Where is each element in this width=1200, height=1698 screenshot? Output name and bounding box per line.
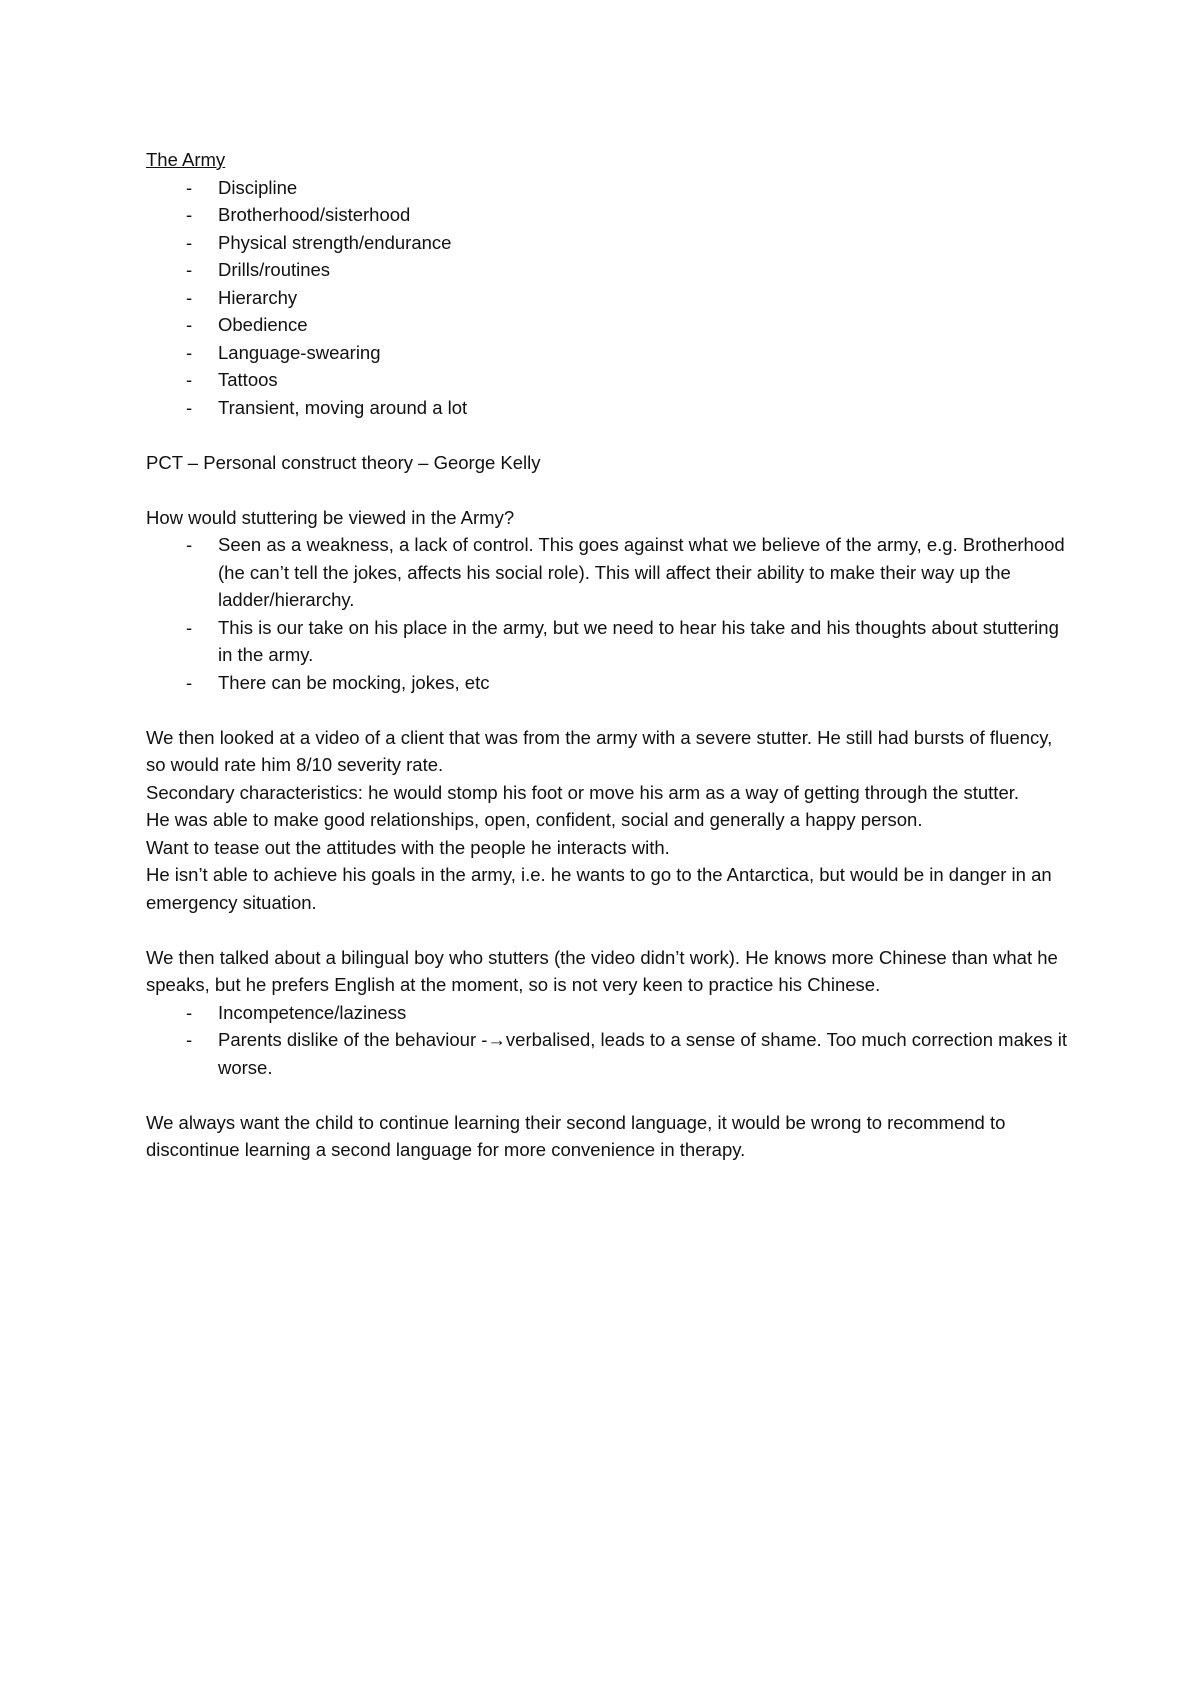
list-item: - Hierarchy (146, 284, 1076, 312)
list-item: - There can be mocking, jokes, etc (146, 669, 1076, 697)
list-item: - Language-swearing (146, 339, 1076, 367)
bilingual-list (146, 999, 1076, 1082)
list-item: - Seen as a weakness, a lack of control. This goes against what we believe of the army, e.g. Brotherhood (he can’t tell the jokes, affects his social role). This will affect their ability to make their way up the ladder/hierarchy. (146, 531, 1076, 614)
spacer (146, 696, 1076, 724)
pct-line: PCT – Personal construct theory – George Kelly (146, 451, 541, 473)
list-item: - Tattoos (146, 366, 1076, 394)
list-item: - Drills/routines (146, 256, 1076, 284)
spacer (146, 476, 1076, 504)
document-page (146, 146, 1076, 1164)
list-item: - Physical strength/endurance (146, 229, 1076, 257)
video-line: Secondary characteristics: he would stomp his foot or move his arm as a way of getting through the stutter. (146, 781, 1020, 803)
list-item: - This is our take on his place in the army, but we need to hear his take and his thoughts about stuttering in the army. (146, 614, 1076, 669)
spacer (146, 916, 1076, 944)
list-item: - Brotherhood/sisterhood (146, 201, 1076, 229)
list-item: - Discipline (146, 174, 1076, 202)
list-item: - Parents dislike of the behaviour -→verbalised, leads to a sense of shame. Too much correction makes it worse. (146, 1026, 1076, 1081)
closing-paragraph: We always want the child to continue learning their second language, it would be wrong to recommend to discontinue learning a second language for more convenience in therapy. (146, 1111, 1006, 1160)
video-line: He was able to make good relationships, open, confident, social and generally a happy person. (146, 809, 923, 830)
army-list (146, 174, 1076, 422)
army-heading: The Army (146, 149, 226, 170)
stutter-army-list (146, 531, 1076, 696)
spacer (146, 1081, 1076, 1109)
video-line: He isn’t able to achieve his goals in the army, i.e. he wants to go to the Antarctica, but would be in danger in an emergency situation. (146, 864, 1052, 913)
stutter-army-question: How would stuttering be viewed in the Army? (146, 506, 515, 528)
video-line: We then looked at a video of a client that was from the army with a severe stutter. He still had bursts of fluency, so would rate him 8/10 severity rate. (146, 726, 1053, 775)
bilingual-intro: We then talked about a bilingual boy who stutters (the video didn’t work). He knows more Chinese than what he speaks, but he prefers English at the moment, so is not very keen to practice his Chinese. (146, 946, 1058, 995)
video-line: Want to tease out the attitudes with the people he interacts with. (146, 836, 670, 858)
spacer (146, 421, 1076, 449)
list-item: - Transient, moving around a lot (146, 394, 1076, 422)
list-item: - Obedience (146, 311, 1076, 339)
list-item: - Incompetence/laziness (146, 999, 1076, 1027)
